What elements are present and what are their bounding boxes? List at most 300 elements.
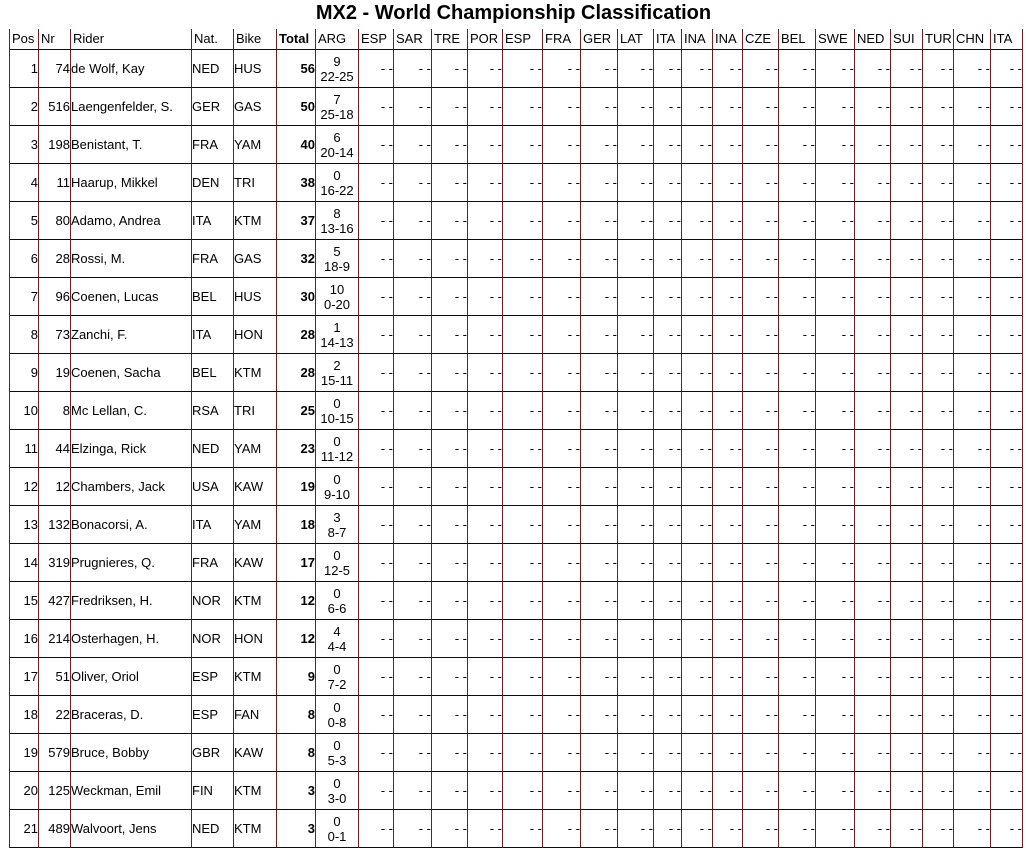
event-points: 1 <box>333 319 341 335</box>
event-result-cell: - - <box>359 126 394 164</box>
table-body <box>9 50 1023 848</box>
event-result-cell: - - <box>394 696 432 734</box>
event-result-cell: - - <box>713 696 743 734</box>
event-result-cell: - - <box>468 506 503 544</box>
event-result-cell: - - <box>816 620 855 658</box>
event-result-cell <box>316 468 359 506</box>
event-result-cell: - - <box>394 316 432 354</box>
event-result-cell: - - <box>743 392 779 430</box>
table-row <box>9 544 1023 582</box>
total-points-cell: 56 <box>277 50 316 88</box>
event-result-cell: - - <box>991 810 1023 848</box>
event-result-cell: - - <box>682 772 713 810</box>
event-result-cell: - - <box>581 734 618 772</box>
event-result-cell: - - <box>923 430 954 468</box>
event-result-cell: - - <box>359 734 394 772</box>
event-result-cell <box>316 164 359 202</box>
event-result-cell: - - <box>682 50 713 88</box>
event-result-cell: - - <box>654 772 682 810</box>
event-result-cell: - - <box>503 88 543 126</box>
header-row <box>9 29 1023 50</box>
event-result-cell: - - <box>468 50 503 88</box>
event-result-cell: - - <box>713 202 743 240</box>
event-result-cell <box>316 620 359 658</box>
col-header-event: ESP <box>503 29 543 50</box>
col-header-event: TRE <box>432 29 468 50</box>
event-result-cell: - - <box>779 354 816 392</box>
event-result-cell: - - <box>581 278 618 316</box>
event-result-cell: - - <box>468 88 503 126</box>
rider-name-cell: Bruce, Bobby <box>71 734 192 772</box>
event-result-cell: - - <box>359 278 394 316</box>
event-result-cell: - - <box>503 354 543 392</box>
event-result-cell: - - <box>503 658 543 696</box>
event-result-cell: - - <box>432 772 468 810</box>
event-result-cell: - - <box>743 240 779 278</box>
event-result-cell: - - <box>713 164 743 202</box>
event-result-cell: - - <box>394 430 432 468</box>
event-result-cell: - - <box>923 354 954 392</box>
nationality-cell: GER <box>192 88 234 126</box>
col-header-event: ITA <box>991 29 1023 50</box>
position-cell: 18 <box>9 696 39 734</box>
event-result-cell: - - <box>654 582 682 620</box>
event-result-cell: - - <box>581 126 618 164</box>
event-result-cell: - - <box>543 278 581 316</box>
nationality-cell: GBR <box>192 734 234 772</box>
event-result-cell: - - <box>618 582 654 620</box>
event-result-cell: - - <box>543 772 581 810</box>
event-result-cell: - - <box>954 316 991 354</box>
event-result-cell: - - <box>543 658 581 696</box>
event-result-cell: - - <box>618 734 654 772</box>
position-cell: 11 <box>9 430 39 468</box>
event-result-cell: - - <box>923 544 954 582</box>
position-cell: 14 <box>9 544 39 582</box>
event-points: 0 <box>333 585 341 601</box>
event-result-cell: - - <box>816 734 855 772</box>
event-result-cell: - - <box>654 88 682 126</box>
event-result-cell: - - <box>432 126 468 164</box>
event-result-cell: - - <box>654 316 682 354</box>
table-row <box>9 392 1023 430</box>
event-result-cell: - - <box>581 468 618 506</box>
event-result-cell: - - <box>991 278 1023 316</box>
event-result-cell: - - <box>468 316 503 354</box>
event-heat-results: 22-25 <box>320 68 354 84</box>
event-result-cell: - - <box>991 202 1023 240</box>
col-header-rider: Rider <box>71 29 192 50</box>
event-result-cell: - - <box>468 354 503 392</box>
event-result-cell: - - <box>991 734 1023 772</box>
event-result-cell: - - <box>954 202 991 240</box>
nationality-cell: FIN <box>192 772 234 810</box>
event-points: 8 <box>333 205 341 221</box>
event-result-cell: - - <box>855 658 891 696</box>
col-header-event: ESP <box>359 29 394 50</box>
table-row <box>9 696 1023 734</box>
rider-name-cell: Mc Lellan, C. <box>71 392 192 430</box>
event-points: 0 <box>333 395 341 411</box>
event-result-cell: - - <box>743 164 779 202</box>
event-result-cell: - - <box>855 88 891 126</box>
event-result-cell: - - <box>991 696 1023 734</box>
rider-number-cell: 44 <box>39 430 71 468</box>
position-cell: 4 <box>9 164 39 202</box>
event-result-cell: - - <box>543 430 581 468</box>
event-result-cell: - - <box>468 544 503 582</box>
event-result-cell: - - <box>682 88 713 126</box>
event-result-cell: - - <box>682 734 713 772</box>
rider-name-cell: Bonacorsi, A. <box>71 506 192 544</box>
event-result-cell: - - <box>779 430 816 468</box>
position-cell: 3 <box>9 126 39 164</box>
event-result-cell: - - <box>503 240 543 278</box>
event-result-cell: - - <box>359 506 394 544</box>
event-result-cell <box>316 734 359 772</box>
event-result-cell: - - <box>779 582 816 620</box>
event-result-cell: - - <box>855 810 891 848</box>
event-result-cell <box>316 430 359 468</box>
total-points-cell: 40 <box>277 126 316 164</box>
event-result-cell: - - <box>816 50 855 88</box>
event-result-cell: - - <box>468 620 503 658</box>
event-result-cell: - - <box>816 278 855 316</box>
event-result-cell: - - <box>682 392 713 430</box>
event-result-cell: - - <box>923 278 954 316</box>
event-result-cell: - - <box>855 164 891 202</box>
event-result-cell: - - <box>543 468 581 506</box>
rider-name-cell: Coenen, Lucas <box>71 278 192 316</box>
event-heat-results: 3-0 <box>327 790 347 806</box>
event-result-cell: - - <box>394 240 432 278</box>
event-result-cell: - - <box>359 468 394 506</box>
nationality-cell: USA <box>192 468 234 506</box>
event-result-cell: - - <box>654 468 682 506</box>
event-result-cell: - - <box>779 316 816 354</box>
event-result-cell: - - <box>923 810 954 848</box>
col-header-event: SWE <box>816 29 855 50</box>
event-result-cell: - - <box>432 544 468 582</box>
event-result-cell: - - <box>891 506 923 544</box>
event-result-cell: - - <box>923 316 954 354</box>
event-result-cell: - - <box>954 354 991 392</box>
event-result-cell: - - <box>618 316 654 354</box>
event-result-cell: - - <box>779 658 816 696</box>
rider-number-cell: 74 <box>39 50 71 88</box>
event-result-cell: - - <box>923 582 954 620</box>
event-result-cell: - - <box>618 278 654 316</box>
event-result-cell: - - <box>743 88 779 126</box>
event-heat-results: 25-18 <box>320 106 354 122</box>
event-result-cell: - - <box>954 696 991 734</box>
event-result-cell: - - <box>682 202 713 240</box>
event-result-cell: - - <box>954 126 991 164</box>
nationality-cell: NED <box>192 430 234 468</box>
event-result-cell: - - <box>991 354 1023 392</box>
col-header-event: INA <box>713 29 743 50</box>
col-header-event: ARG <box>316 29 359 50</box>
event-result-cell: - - <box>991 544 1023 582</box>
rider-name-cell: Prugnieres, Q. <box>71 544 192 582</box>
event-result-cell: - - <box>503 392 543 430</box>
event-result-cell: - - <box>682 164 713 202</box>
rider-name-cell: Walvoort, Jens <box>71 810 192 848</box>
event-result-cell: - - <box>816 202 855 240</box>
event-result-cell <box>316 582 359 620</box>
event-result-cell: - - <box>581 316 618 354</box>
event-result-cell: - - <box>923 468 954 506</box>
event-points: 7 <box>333 91 341 107</box>
nationality-cell: FRA <box>192 240 234 278</box>
event-result-cell: - - <box>855 734 891 772</box>
event-result-cell: - - <box>855 544 891 582</box>
event-result-cell: - - <box>359 202 394 240</box>
event-result-cell: - - <box>432 316 468 354</box>
event-result-cell: - - <box>954 620 991 658</box>
event-result-cell: - - <box>713 582 743 620</box>
event-heat-results: 14-13 <box>320 334 354 350</box>
event-result-cell: - - <box>991 126 1023 164</box>
event-result-cell: - - <box>891 392 923 430</box>
event-result-cell: - - <box>503 582 543 620</box>
event-result-cell: - - <box>394 772 432 810</box>
event-result-cell: - - <box>618 354 654 392</box>
table-row <box>9 468 1023 506</box>
position-cell: 9 <box>9 354 39 392</box>
event-result-cell: - - <box>855 240 891 278</box>
event-result-cell: - - <box>779 734 816 772</box>
rider-number-cell: 132 <box>39 506 71 544</box>
event-result-cell: - - <box>468 278 503 316</box>
event-result-cell: - - <box>618 430 654 468</box>
table-row <box>9 164 1023 202</box>
position-cell: 21 <box>9 810 39 848</box>
rider-number-cell: 125 <box>39 772 71 810</box>
event-result-cell: - - <box>468 126 503 164</box>
rider-name-cell: Benistant, T. <box>71 126 192 164</box>
event-result-cell: - - <box>855 202 891 240</box>
event-result-cell: - - <box>991 50 1023 88</box>
table-row <box>9 506 1023 544</box>
event-result-cell: - - <box>779 278 816 316</box>
event-result-cell: - - <box>779 620 816 658</box>
event-result-cell: - - <box>713 468 743 506</box>
event-result-cell: - - <box>503 316 543 354</box>
event-result-cell: - - <box>581 430 618 468</box>
col-header-event: BEL <box>779 29 816 50</box>
nationality-cell: RSA <box>192 392 234 430</box>
event-result-cell: - - <box>359 430 394 468</box>
event-heat-results: 11-12 <box>320 448 354 464</box>
bike-cell: KTM <box>234 772 277 810</box>
nationality-cell: ESP <box>192 658 234 696</box>
event-result-cell: - - <box>855 392 891 430</box>
table-row <box>9 658 1023 696</box>
event-result-cell: - - <box>816 468 855 506</box>
event-result-cell: - - <box>855 772 891 810</box>
event-result-cell: - - <box>855 696 891 734</box>
total-points-cell: 8 <box>277 696 316 734</box>
event-result-cell: - - <box>743 772 779 810</box>
event-result-cell: - - <box>503 430 543 468</box>
event-result-cell: - - <box>682 658 713 696</box>
event-result-cell: - - <box>743 278 779 316</box>
event-result-cell: - - <box>923 88 954 126</box>
event-result-cell: - - <box>543 126 581 164</box>
bike-cell: YAM <box>234 506 277 544</box>
col-header-nat: Nat. <box>192 29 234 50</box>
event-result-cell: - - <box>581 658 618 696</box>
event-result-cell: - - <box>543 506 581 544</box>
event-result-cell: - - <box>682 354 713 392</box>
event-result-cell: - - <box>954 544 991 582</box>
event-result-cell: - - <box>394 88 432 126</box>
event-result-cell: - - <box>855 126 891 164</box>
event-result-cell: - - <box>654 658 682 696</box>
rider-number-cell: 8 <box>39 392 71 430</box>
bike-cell: KTM <box>234 810 277 848</box>
event-result-cell: - - <box>891 50 923 88</box>
event-result-cell: - - <box>923 126 954 164</box>
event-result-cell: - - <box>954 658 991 696</box>
event-heat-results: 0-1 <box>327 828 347 844</box>
event-heat-results: 20-14 <box>320 144 354 160</box>
event-result-cell: - - <box>891 658 923 696</box>
table-row <box>9 430 1023 468</box>
event-result-cell: - - <box>581 544 618 582</box>
event-result-cell: - - <box>581 620 618 658</box>
event-result-cell: - - <box>779 50 816 88</box>
event-result-cell: - - <box>654 506 682 544</box>
event-result-cell: - - <box>581 506 618 544</box>
event-result-cell: - - <box>432 354 468 392</box>
event-points: 4 <box>333 623 341 639</box>
event-result-cell: - - <box>991 468 1023 506</box>
rider-name-cell: Weckman, Emil <box>71 772 192 810</box>
event-result-cell: - - <box>394 126 432 164</box>
nationality-cell: NOR <box>192 620 234 658</box>
rider-number-cell: 11 <box>39 164 71 202</box>
event-result-cell: - - <box>682 316 713 354</box>
nationality-cell: ESP <box>192 696 234 734</box>
bike-cell: KAW <box>234 734 277 772</box>
nationality-cell: FRA <box>192 544 234 582</box>
event-result-cell: - - <box>359 620 394 658</box>
event-result-cell: - - <box>394 392 432 430</box>
bike-cell: HON <box>234 316 277 354</box>
total-points-cell: 17 <box>277 544 316 582</box>
event-result-cell: - - <box>503 544 543 582</box>
event-heat-results: 13-16 <box>320 220 354 236</box>
event-result-cell: - - <box>816 392 855 430</box>
event-result-cell: - - <box>855 430 891 468</box>
event-result-cell: - - <box>891 544 923 582</box>
event-result-cell: - - <box>581 696 618 734</box>
event-result-cell: - - <box>743 734 779 772</box>
col-header-event: ITA <box>654 29 682 50</box>
event-result-cell: - - <box>743 810 779 848</box>
event-heat-results: 15-11 <box>320 372 354 388</box>
event-result-cell: - - <box>618 88 654 126</box>
total-points-cell: 37 <box>277 202 316 240</box>
event-result-cell: - - <box>432 810 468 848</box>
rider-number-cell: 427 <box>39 582 71 620</box>
event-result-cell: - - <box>779 126 816 164</box>
rider-name-cell: Chambers, Jack <box>71 468 192 506</box>
event-result-cell: - - <box>954 430 991 468</box>
event-result-cell: - - <box>991 316 1023 354</box>
event-result-cell: - - <box>713 50 743 88</box>
event-result-cell: - - <box>816 430 855 468</box>
event-result-cell: - - <box>682 126 713 164</box>
event-result-cell: - - <box>468 658 503 696</box>
position-cell: 7 <box>9 278 39 316</box>
rider-number-cell: 516 <box>39 88 71 126</box>
table-row <box>9 772 1023 810</box>
event-points: 0 <box>333 813 341 829</box>
event-result-cell <box>316 810 359 848</box>
event-result-cell: - - <box>503 620 543 658</box>
event-result-cell: - - <box>923 696 954 734</box>
event-result-cell: - - <box>432 392 468 430</box>
table-row <box>9 620 1023 658</box>
event-result-cell: - - <box>954 240 991 278</box>
event-result-cell: - - <box>543 582 581 620</box>
event-points: 0 <box>333 433 341 449</box>
event-result-cell: - - <box>682 582 713 620</box>
nationality-cell: ITA <box>192 202 234 240</box>
total-points-cell: 18 <box>277 506 316 544</box>
event-result-cell: - - <box>468 202 503 240</box>
event-result-cell: - - <box>743 430 779 468</box>
event-result-cell: - - <box>891 468 923 506</box>
col-header-nr: Nr <box>39 29 71 50</box>
total-points-cell: 3 <box>277 772 316 810</box>
page-title: MX2 - World Championship Classification <box>315 2 712 24</box>
event-result-cell: - - <box>923 772 954 810</box>
event-result-cell: - - <box>954 88 991 126</box>
event-result-cell: - - <box>743 506 779 544</box>
event-result-cell: - - <box>855 50 891 88</box>
event-result-cell: - - <box>713 278 743 316</box>
event-result-cell: - - <box>503 50 543 88</box>
event-heat-results: 8-7 <box>327 524 347 540</box>
bike-cell: TRI <box>234 392 277 430</box>
event-points: 5 <box>333 243 341 259</box>
event-result-cell: - - <box>543 354 581 392</box>
event-result-cell: - - <box>581 202 618 240</box>
event-result-cell: - - <box>359 544 394 582</box>
event-result-cell: - - <box>503 772 543 810</box>
event-result-cell: - - <box>654 620 682 658</box>
event-result-cell: - - <box>991 506 1023 544</box>
nationality-cell: ITA <box>192 506 234 544</box>
event-result-cell: - - <box>891 126 923 164</box>
col-header-event: GER <box>581 29 618 50</box>
event-result-cell: - - <box>581 240 618 278</box>
event-result-cell: - - <box>991 88 1023 126</box>
event-result-cell: - - <box>394 202 432 240</box>
event-result-cell: - - <box>394 354 432 392</box>
bike-cell: KTM <box>234 658 277 696</box>
event-result-cell: - - <box>816 126 855 164</box>
rider-number-cell: 80 <box>39 202 71 240</box>
event-result-cell: - - <box>891 696 923 734</box>
event-result-cell: - - <box>618 696 654 734</box>
event-result-cell: - - <box>713 430 743 468</box>
event-points: 0 <box>333 547 341 563</box>
